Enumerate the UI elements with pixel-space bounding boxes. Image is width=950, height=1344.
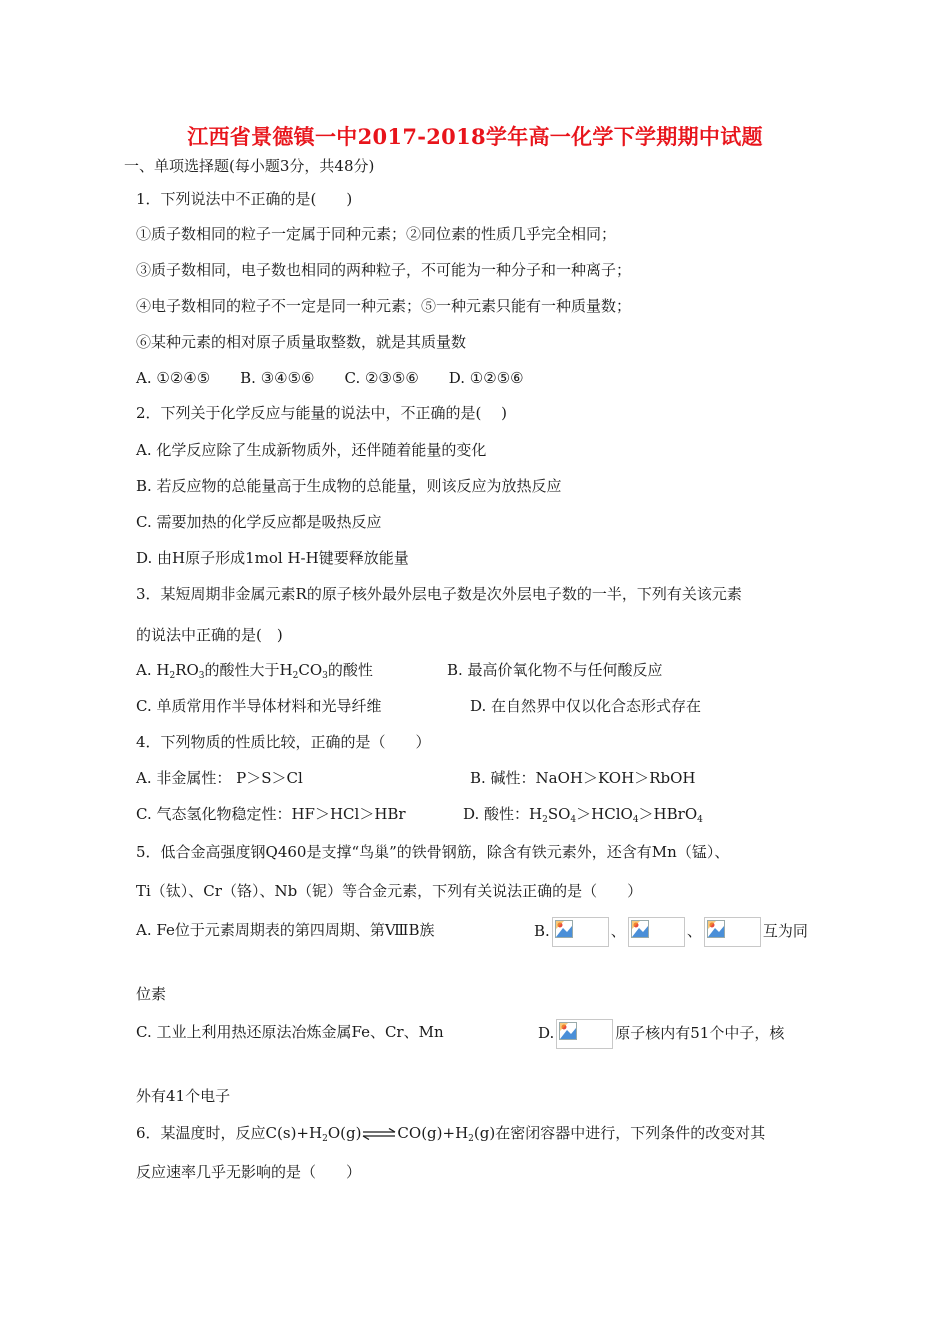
q1-statement-3: ④电子数相同的粒子不一定是同一种元素；⑤一种元素只能有一种质量数； <box>136 297 632 315</box>
broken-image-icon <box>552 917 609 947</box>
q5-option-b-continued: 位素 <box>136 985 167 1003</box>
q1-statement-4: ⑥某种元素的相对原子质量取整数，就是其质量数 <box>136 333 467 351</box>
q3-option-b: B. 最高价氧化物不与任何酸反应 <box>447 661 663 679</box>
q5-option-d: D. 原子核内有51个中子，核 <box>538 1019 784 1049</box>
exam-title: 江西省景德镇一中2017-2018学年高一化学下学期期中试题 <box>187 124 763 149</box>
q3-option-c: C. 单质常用作半导体材料和光导纤维 <box>136 697 382 715</box>
q3-stem-line2: 的说法中正确的是( ) <box>136 626 283 644</box>
q6-stem-line2: 反应速率几乎无影响的是（ ） <box>136 1163 362 1181</box>
broken-image-icon <box>704 917 761 947</box>
q4-option-d: D. 酸性：$H_2SO_4>HClO_4>HBrO_4$ <box>463 805 703 825</box>
q2-stem: 2．下列关于化学反应与能量的说法中，不正确的是( ) <box>136 404 508 422</box>
q2-option-a: A. 化学反应除了生成新物质外，还伴随着能量的变化 <box>136 441 487 459</box>
q1-statement-1: ①质子数相同的粒子一定属于同种元素；②同位素的性质几乎完全相同； <box>136 225 617 243</box>
broken-image-icon <box>556 1019 613 1049</box>
q5-option-d-continued: 外有41个电子 <box>136 1087 231 1105</box>
q2-option-d: D. 由H原子形成1mol H-H键要释放能量 <box>136 549 409 567</box>
equilibrium-arrow-icon <box>362 1128 396 1140</box>
broken-image-icon <box>628 917 685 947</box>
q4-option-c: C. 气态氢化物稳定性：HF＞HCl＞HBr <box>136 805 406 823</box>
q6-stem-line1: 6．某温度时，反应$C(s)+H_2O(g)$ $CO(g)+H_2(g)$在密闭容器中进行，下列条件的改变对其 <box>136 1124 766 1144</box>
q4-option-a: A. 非金属性： P＞S＞Cl <box>136 769 303 787</box>
q3-option-d: D. 在自然界中仅以化合态形式存在 <box>470 697 702 715</box>
q5-stem-line2: Ti（钛）、Cr（铬）、Nb（铌）等合金元素，下列有关说法正确的是（ ） <box>136 882 643 900</box>
section-heading: 一、单项选择题(每小题3分，共48分) <box>124 157 375 175</box>
q3-stem-line1: 3．某短周期非金属元素R的原子核外最外层电子数是次外层电子数的一半，下列有关该元素 <box>136 585 742 603</box>
q1-stem: 1．下列说法中不正确的是( ) <box>136 190 353 208</box>
q5-option-b: B. 、 、 互为同 <box>534 917 808 947</box>
q5-option-c: C. 工业上利用热还原法冶炼金属Fe、Cr、Mn <box>136 1023 444 1041</box>
q4-option-b: B. 碱性：NaOH＞KOH＞RbOH <box>470 769 696 787</box>
q4-stem: 4．下列物质的性质比较，正确的是（ ） <box>136 733 431 751</box>
q5-option-a: A. Fe位于元素周期表的第四周期、第ⅧB族 <box>136 921 435 939</box>
q5-stem-line1: 5．低合金高强度钢Q460是支撑“鸟巢”的铁骨钢筋，除含有铁元素外，还含有Mn（锰）、 <box>136 843 730 861</box>
q1-options: A. ①②④⑤ B. ③④⑤⑥ C. ②③⑤⑥ D. ①②⑤⑥ <box>136 369 524 387</box>
q2-option-b: B. 若反应物的总能量高于生成物的总能量，则该反应为放热反应 <box>136 477 562 495</box>
q3-option-a: A. $H_2RO_3$的酸性大于$H_2CO_3$的酸性 <box>136 661 373 681</box>
q2-option-c: C. 需要加热的化学反应都是吸热反应 <box>136 513 382 531</box>
q1-statement-2: ③质子数相同，电子数也相同的两种粒子，不可能为一种分子和一种离子； <box>136 261 632 279</box>
